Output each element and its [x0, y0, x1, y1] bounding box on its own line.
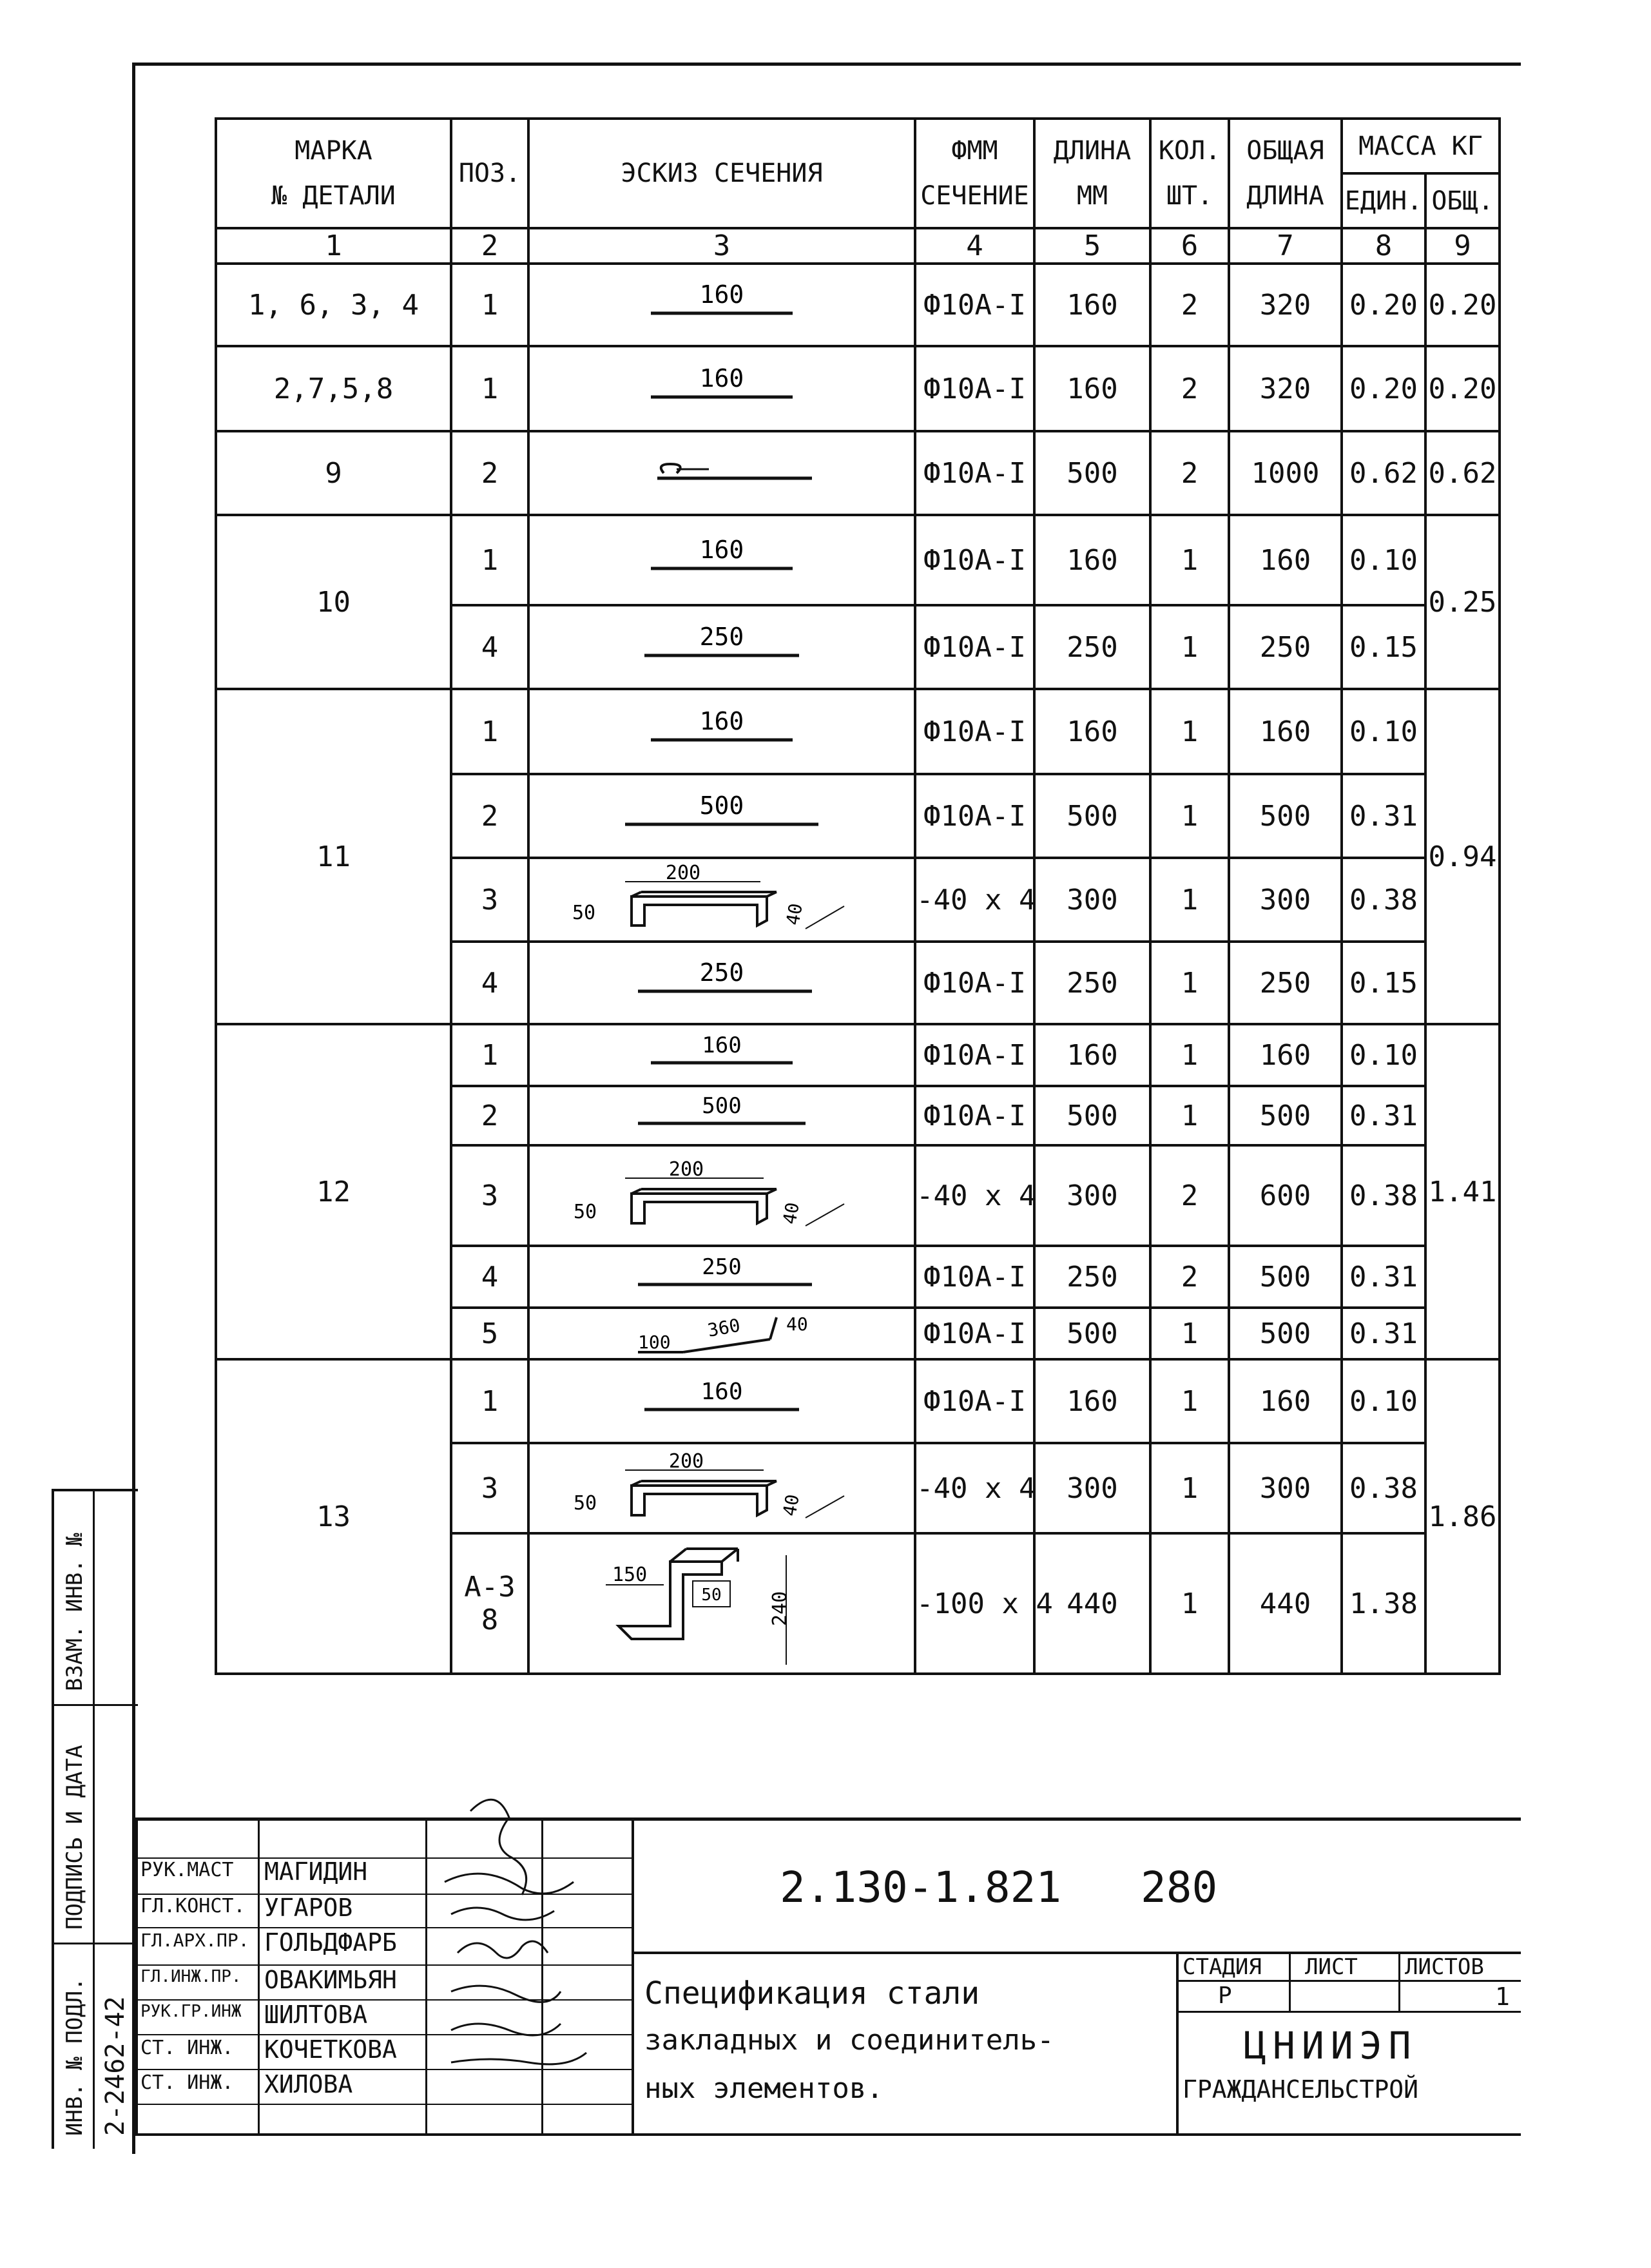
unit-mass-cell: 0.20 — [1342, 264, 1425, 346]
pos-cell: 5 — [451, 1308, 528, 1359]
bar-sketch — [625, 709, 818, 754]
sketch-dim: 50 — [701, 1585, 722, 1605]
bar-sketch — [625, 366, 818, 411]
signatures — [432, 1785, 625, 2095]
col-number: 6 — [1150, 228, 1229, 264]
stage-value: Р — [1218, 1982, 1232, 2009]
sketch-dim: 40 — [786, 1313, 808, 1335]
bar-sketch — [625, 1254, 818, 1296]
qty-cell: 2 — [1150, 346, 1229, 431]
total-cell: 250 — [1229, 942, 1342, 1024]
bar-sketch — [625, 1379, 818, 1424]
total-cell: 160 — [1229, 1024, 1342, 1086]
sketch-dim: 160 — [699, 536, 744, 564]
pos-cell: 1 — [451, 346, 528, 431]
section-cell: Ф10А-I — [915, 1086, 1034, 1145]
staff-role: ГЛ.ИНЖ.ПР. — [140, 1967, 242, 1986]
length-cell: 160 — [1034, 264, 1150, 346]
staff-role: СТ. ИНЖ. — [140, 2071, 234, 2094]
total-cell: 320 — [1229, 264, 1342, 346]
pos-cell: 1 — [451, 689, 528, 774]
total-cell: 600 — [1229, 1145, 1342, 1246]
sketch-cell — [528, 689, 915, 774]
length-cell: 250 — [1034, 1246, 1150, 1308]
sheet-label: ЛИСТ — [1305, 1954, 1358, 1980]
sketch-dim: 40 — [778, 1492, 804, 1518]
total-cell: 500 — [1229, 1308, 1342, 1359]
sum-mass-cell: 0.25 — [1425, 515, 1500, 689]
pos-cell: 3 — [451, 1145, 528, 1246]
bar-sketch — [625, 625, 818, 670]
staff-name: ХИЛОВА — [264, 2070, 353, 2098]
header-total — [1229, 119, 1342, 228]
mark-cell: 9 — [216, 431, 451, 515]
bent-plate-sketch — [561, 1154, 883, 1237]
pos-cell: 2 — [451, 774, 528, 858]
section-cell: -40 x 4 — [915, 858, 1034, 942]
section-cell: Ф10А-I — [915, 1308, 1034, 1359]
header-total-a: ОБЩАЯ — [1246, 136, 1324, 166]
sketch-dim: 200 — [668, 1158, 704, 1181]
mark-cell: 11 — [216, 689, 451, 1024]
total-cell: 300 — [1229, 1443, 1342, 1533]
qty-cell: 2 — [1150, 264, 1229, 346]
qty-cell: 1 — [1150, 605, 1229, 689]
col-number: 5 — [1034, 228, 1150, 264]
mark-cell: 2,7,5,8 — [216, 346, 451, 431]
bent-bar-sketch — [612, 1311, 831, 1356]
pos-cell: 2 — [451, 431, 528, 515]
header-section-b: СЕЧЕНИЕ — [920, 181, 1029, 211]
mark-cell: 13 — [216, 1359, 451, 1674]
sketch-dim: 160 — [699, 364, 744, 393]
section-cell: Ф10А-I — [915, 431, 1034, 515]
inv-value: 2-2462-42 — [101, 1996, 130, 2136]
org-subname: ГРАЖДАНСЕЛЬСТРОЙ — [1183, 2075, 1419, 2104]
header-mark — [216, 119, 451, 228]
section-cell: Ф10А-I — [915, 1359, 1034, 1443]
total-cell: 160 — [1229, 1359, 1342, 1443]
pos-cell: 2 — [451, 1086, 528, 1145]
pos-cell: 3 — [451, 1443, 528, 1533]
total-cell: 250 — [1229, 605, 1342, 689]
hook-bar-sketch — [619, 454, 825, 492]
length-cell: 160 — [1034, 346, 1150, 431]
staff-name: МАГИДИН — [264, 1857, 368, 1886]
bar-sketch — [625, 1032, 818, 1074]
header-qty-b: ШТ. — [1166, 181, 1213, 211]
unit-mass-cell: 0.31 — [1342, 1086, 1425, 1145]
sheet-number: 280 — [1141, 1863, 1218, 1912]
section-cell: Ф10А-I — [915, 774, 1034, 858]
total-cell: 500 — [1229, 774, 1342, 858]
bar-sketch — [625, 282, 818, 327]
total-cell: 500 — [1229, 1086, 1342, 1145]
specification-table — [215, 117, 1501, 1675]
pos-a: А-3 — [464, 1571, 516, 1604]
pos-cell: 1 — [451, 264, 528, 346]
col-number: 4 — [915, 228, 1034, 264]
sketch-cell — [528, 346, 915, 431]
staff-name: УГАРОВ — [264, 1894, 353, 1922]
sketch-dim: 200 — [668, 1449, 704, 1473]
section-cell: -40 x 4 — [915, 1145, 1034, 1246]
sum-mass-cell: 0.20 — [1425, 346, 1500, 431]
header-length-b: ММ — [1076, 181, 1108, 211]
header-mass: МАССА КГ — [1342, 119, 1500, 173]
section-cell: Ф10А-I — [915, 689, 1034, 774]
col-number: 9 — [1425, 228, 1500, 264]
sketch-cell — [528, 1145, 915, 1246]
col-number: 2 — [451, 228, 528, 264]
sketch-dim: 500 — [702, 1093, 742, 1119]
doc-code: 2.130-1.821 — [780, 1863, 1062, 1912]
sheets-label: ЛИСТОВ — [1405, 1954, 1484, 1980]
header-section-a: ФММ — [951, 136, 998, 166]
length-cell: 160 — [1034, 1024, 1150, 1086]
sketch-cell — [528, 431, 915, 515]
header-mark-a: МАРКА — [294, 136, 372, 166]
total-cell: 320 — [1229, 346, 1342, 431]
header-mass-sum: ОБЩ. — [1425, 173, 1500, 228]
sketch-dim: 160 — [700, 1379, 743, 1405]
sum-mass-cell: 0.62 — [1425, 431, 1500, 515]
pos-b: 8 — [481, 1604, 499, 1636]
length-cell: 160 — [1034, 1359, 1150, 1443]
pos-cell: 1 — [451, 1359, 528, 1443]
sum-mass-cell: 1.86 — [1425, 1359, 1500, 1674]
col-number: 3 — [528, 228, 915, 264]
bent-plate-sketch — [561, 1448, 883, 1529]
qty-cell: 1 — [1150, 774, 1229, 858]
sketch-dim: 200 — [665, 862, 701, 884]
sketch-dim: 250 — [702, 1254, 742, 1280]
length-cell: 500 — [1034, 774, 1150, 858]
bent-plate-sketch — [561, 861, 883, 938]
table-row — [216, 1359, 1500, 1443]
pos-cell — [451, 1533, 528, 1674]
header-qty — [1150, 119, 1229, 228]
sheets-value: 1 — [1495, 1982, 1510, 2011]
total-cell: 500 — [1229, 1246, 1342, 1308]
qty-cell: 1 — [1150, 1086, 1229, 1145]
length-cell: 300 — [1034, 1443, 1150, 1533]
unit-mass-cell: 0.10 — [1342, 1359, 1425, 1443]
section-cell: Ф10А-I — [915, 346, 1034, 431]
title-line-3: ных элементов. — [644, 2072, 883, 2105]
header-mass-unit: ЕДИН. — [1342, 173, 1425, 228]
header-mark-b: № ДЕТАЛИ — [271, 181, 396, 211]
sketch-dim: 40 — [778, 1201, 804, 1226]
unit-mass-cell: 0.38 — [1342, 858, 1425, 942]
total-cell: 160 — [1229, 515, 1342, 605]
sum-mass-cell: 0.94 — [1425, 689, 1500, 1024]
pos-cell: 4 — [451, 605, 528, 689]
sketch-dim: 250 — [699, 623, 744, 651]
unit-mass-cell: 0.20 — [1342, 346, 1425, 431]
sketch-dim: 500 — [699, 791, 744, 820]
header-sketch: ЭСКИЗ СЕЧЕНИЯ — [528, 119, 915, 228]
qty-cell: 1 — [1150, 515, 1229, 605]
sketch-dim: 50 — [574, 1201, 597, 1223]
sketch-dim: 150 — [612, 1564, 648, 1586]
sketch-cell — [528, 1359, 915, 1443]
header-length — [1034, 119, 1150, 228]
title-line-1: Спецификация стали — [644, 1975, 980, 2011]
total-cell: 440 — [1229, 1533, 1342, 1674]
unit-mass-cell: 0.31 — [1342, 1308, 1425, 1359]
section-cell: -100 x 4 — [915, 1533, 1034, 1674]
z-plate-sketch — [574, 1536, 870, 1671]
col-number: 1 — [216, 228, 451, 264]
length-cell: 500 — [1034, 1086, 1150, 1145]
table-row — [216, 515, 1500, 605]
pos-cell: 4 — [451, 942, 528, 1024]
qty-cell: 2 — [1150, 1246, 1229, 1308]
staff-role: РУК.МАСТ — [140, 1859, 234, 1881]
length-cell: 440 — [1034, 1533, 1150, 1674]
header-total-b: ДЛИНА — [1246, 181, 1324, 211]
sketch-cell — [528, 942, 915, 1024]
unit-mass-cell: 0.38 — [1342, 1443, 1425, 1533]
sketch-cell — [528, 1533, 915, 1674]
table-row — [216, 431, 1500, 515]
total-cell: 160 — [1229, 689, 1342, 774]
header-section — [915, 119, 1034, 228]
qty-cell: 1 — [1150, 858, 1229, 942]
qty-cell: 1 — [1150, 689, 1229, 774]
sketch-cell — [528, 774, 915, 858]
length-cell: 250 — [1034, 942, 1150, 1024]
section-cell: Ф10А-I — [915, 942, 1034, 1024]
qty-cell: 2 — [1150, 1145, 1229, 1246]
qty-cell: 2 — [1150, 431, 1229, 515]
side-stamp — [52, 1489, 138, 2149]
sketch-cell — [528, 264, 915, 346]
sketch-cell — [528, 605, 915, 689]
section-cell: Ф10А-I — [915, 1024, 1034, 1086]
header-pos: ПОЗ. — [451, 119, 528, 228]
qty-cell: 1 — [1150, 1024, 1229, 1086]
pos-cell: 4 — [451, 1246, 528, 1308]
total-cell: 1000 — [1229, 431, 1342, 515]
sign-label: ПОДПИСЬ И ДАТА — [62, 1745, 88, 1930]
mark-cell: 1, 6, 3, 4 — [216, 264, 451, 346]
sketch-cell — [528, 1246, 915, 1308]
staff-name: ГОЛЬДФАРБ — [264, 1928, 397, 1957]
qty-cell: 1 — [1150, 1533, 1229, 1674]
section-cell: -40 x 4 — [915, 1443, 1034, 1533]
title-line-2: закладных и соединитель- — [644, 2024, 1054, 2057]
replace-label: ВЗАМ. ИНВ. № — [62, 1533, 88, 1691]
length-cell: 300 — [1034, 858, 1150, 942]
unit-mass-cell: 0.10 — [1342, 689, 1425, 774]
sketch-dim: 160 — [699, 707, 744, 735]
staff-name: ОВАКИМЬЯН — [264, 1966, 397, 1994]
length-cell: 160 — [1034, 689, 1150, 774]
unit-mass-cell: 0.31 — [1342, 774, 1425, 858]
bar-sketch — [625, 538, 818, 583]
sketch-dim: 360 — [706, 1314, 742, 1341]
staff-name: ШИЛТОВА — [264, 2001, 368, 2029]
org-name: ЦНИИЭП — [1244, 2024, 1418, 2068]
table-row — [216, 346, 1500, 431]
length-cell: 160 — [1034, 515, 1150, 605]
header-row — [216, 119, 1500, 173]
mark-cell: 12 — [216, 1024, 451, 1359]
pos-cell: 1 — [451, 1024, 528, 1086]
sketch-dim: 160 — [702, 1032, 742, 1058]
qty-cell: 1 — [1150, 942, 1229, 1024]
table-row — [216, 689, 1500, 774]
section-cell: Ф10А-I — [915, 264, 1034, 346]
sketch-dim: 240 — [769, 1591, 791, 1626]
title-block — [135, 1817, 1521, 2138]
bar-sketch — [612, 793, 831, 838]
sketch-cell — [528, 1024, 915, 1086]
pos-cell: 3 — [451, 858, 528, 942]
sketch-cell — [528, 515, 915, 605]
unit-mass-cell: 0.38 — [1342, 1145, 1425, 1246]
stage-label: СТАДИЯ — [1183, 1954, 1262, 1980]
col-number: 8 — [1342, 228, 1425, 264]
staff-role: РУК.ГР.ИНЖ — [140, 2002, 242, 2021]
sketch-dim: 250 — [699, 958, 744, 987]
sketch-dim: 40 — [782, 902, 807, 927]
sketch-dim: 50 — [574, 1491, 597, 1515]
unit-mass-cell: 0.62 — [1342, 431, 1425, 515]
unit-mass-cell: 0.31 — [1342, 1246, 1425, 1308]
unit-mass-cell: 0.10 — [1342, 515, 1425, 605]
sketch-dim: 160 — [699, 280, 744, 309]
staff-role: СТ. ИНЖ. — [140, 2037, 234, 2059]
section-cell: Ф10А-I — [915, 1246, 1034, 1308]
length-cell: 500 — [1034, 1308, 1150, 1359]
sketch-cell — [528, 1443, 915, 1533]
sketch-cell — [528, 1308, 915, 1359]
qty-cell: 1 — [1150, 1359, 1229, 1443]
sketch-cell — [528, 1086, 915, 1145]
sketch-dim: 50 — [572, 902, 596, 924]
col-number: 7 — [1229, 228, 1342, 264]
staff-name: КОЧЕТКОВА — [264, 2035, 397, 2064]
table-row — [216, 264, 1500, 346]
sum-mass-cell: 1.41 — [1425, 1024, 1500, 1359]
sketch-dim: 100 — [638, 1332, 671, 1353]
unit-mass-cell: 0.15 — [1342, 605, 1425, 689]
length-cell: 250 — [1034, 605, 1150, 689]
qty-cell: 1 — [1150, 1443, 1229, 1533]
staff-role: ГЛ.АРХ.ПР. — [140, 1930, 249, 1951]
length-cell: 300 — [1034, 1145, 1150, 1246]
inv-label: ИНВ. № ПОДЛ. — [62, 1977, 88, 2136]
staff-role: ГЛ.КОНСТ. — [140, 1895, 246, 1917]
unit-mass-cell: 1.38 — [1342, 1533, 1425, 1674]
table-row — [216, 1024, 1500, 1086]
bar-sketch — [625, 960, 818, 1005]
qty-cell: 1 — [1150, 1308, 1229, 1359]
pos-cell: 1 — [451, 515, 528, 605]
section-cell: Ф10А-I — [915, 605, 1034, 689]
mark-cell: 10 — [216, 515, 451, 689]
total-cell: 300 — [1229, 858, 1342, 942]
header-length-a: ДЛИНА — [1053, 136, 1132, 166]
length-cell: 500 — [1034, 431, 1150, 515]
header-qty-a: КОЛ. — [1158, 136, 1221, 166]
column-number-row — [216, 228, 1500, 264]
section-cell: Ф10А-I — [915, 515, 1034, 605]
sum-mass-cell: 0.20 — [1425, 264, 1500, 346]
unit-mass-cell: 0.10 — [1342, 1024, 1425, 1086]
sketch-cell — [528, 858, 915, 942]
unit-mass-cell: 0.15 — [1342, 942, 1425, 1024]
bar-sketch — [625, 1093, 818, 1135]
